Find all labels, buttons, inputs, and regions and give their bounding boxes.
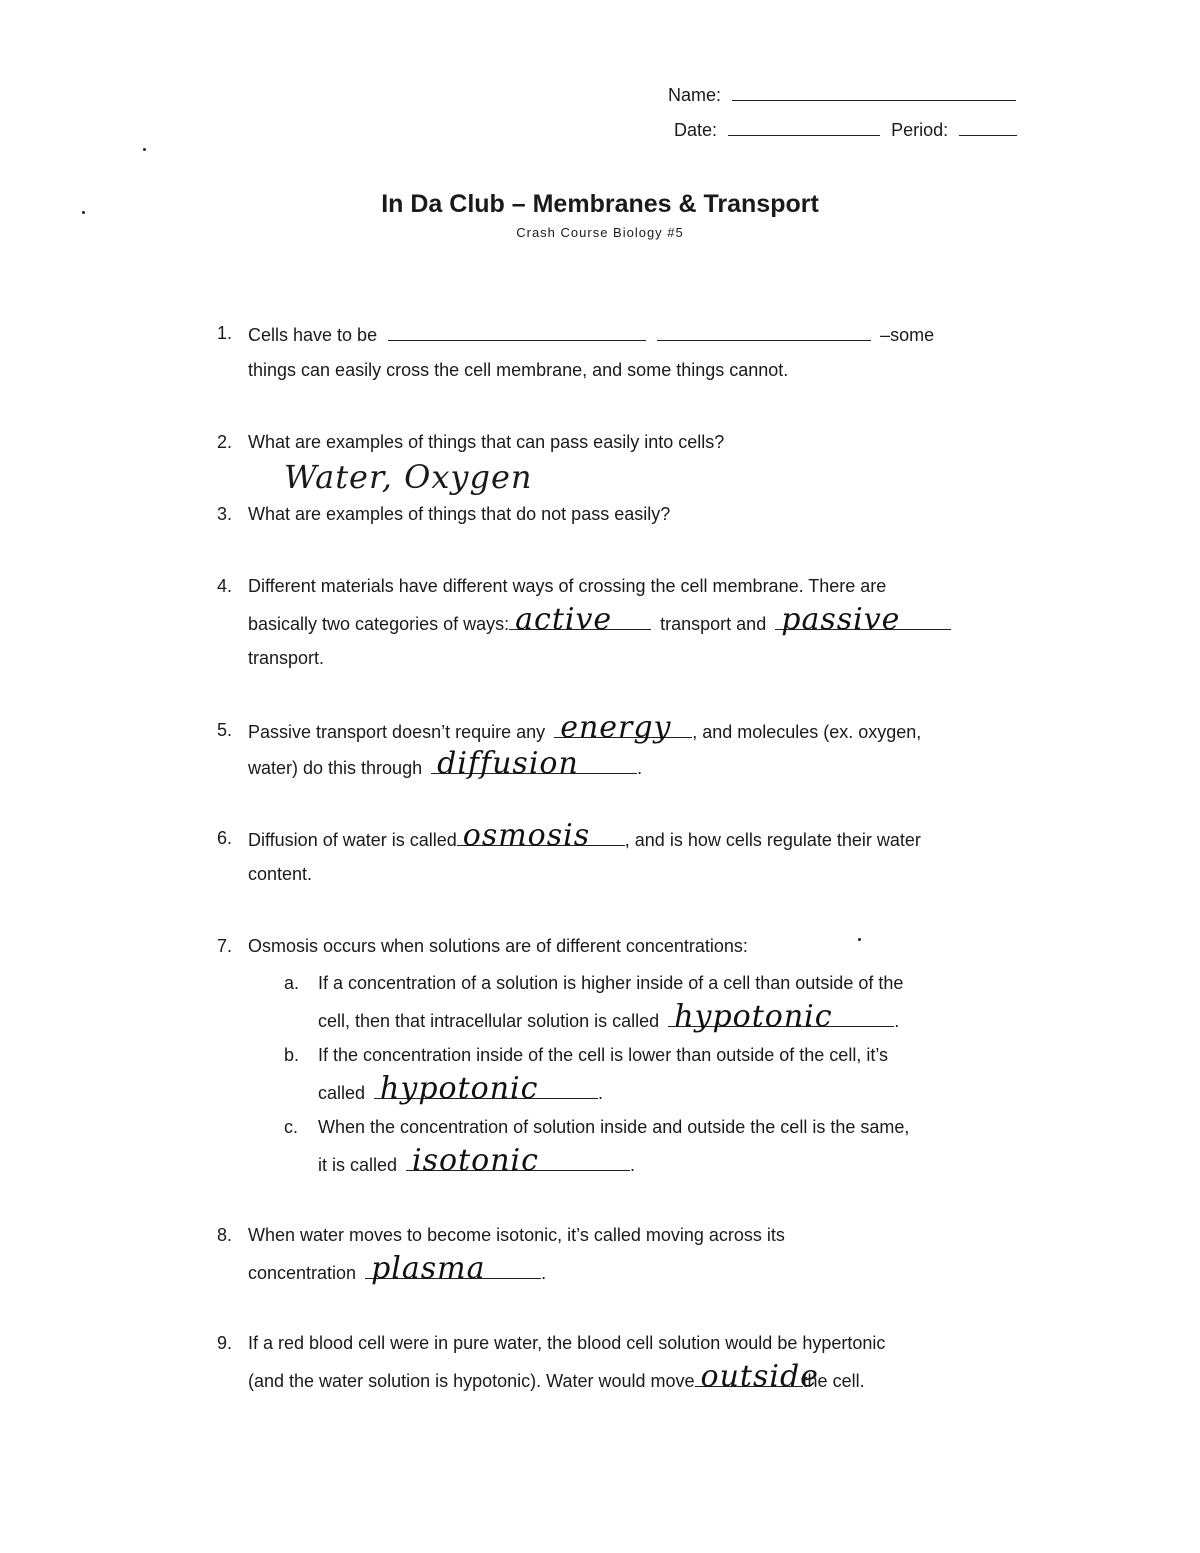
question-7c-line-2 [318,1143,636,1178]
name-field[interactable] [732,82,1016,101]
question-number: 4. [216,576,232,596]
handwritten-answer: osmosis [462,818,591,853]
sub-question-label: c. [284,1117,299,1137]
question-text: Different materials have different ways of crossing the cell membrane. There are [248,576,887,596]
question-number: 1. [216,323,232,343]
handwritten-answer: diffusion [437,746,579,781]
answer-blank[interactable] [365,1251,541,1286]
answer-blank[interactable] [509,602,651,637]
handwritten-answer: passive [781,602,901,637]
question-7a-line-2 [318,999,900,1034]
page-title: In Da Club – Membranes & Transport [381,190,819,218]
question-text: cell, then that intracellular solution is called [318,1011,660,1031]
page-subtitle: Crash Course Biology #5 [516,225,684,240]
question-text: Diffusion of water is called [248,830,457,850]
answer-blank[interactable] [431,746,637,781]
answer-blank[interactable] [668,999,894,1034]
answer-blank[interactable] [695,1359,819,1394]
question-number: 5. [216,720,232,740]
handwritten-answer: hypotonic [380,1071,539,1106]
handwritten-answer: active [515,602,613,637]
question-4-line-2 [248,602,951,637]
sub-question-label: b. [284,1045,300,1065]
question-8-line-2 [248,1251,547,1286]
question-text: What are examples of things that do not pass easily? [248,504,671,524]
answer-blank[interactable] [554,710,692,745]
stray-mark [143,148,146,151]
question-7b-line-2 [318,1071,604,1106]
answer-blank[interactable] [406,1143,630,1178]
question-text: If a concentration of a solution is higher inside of a cell than outside of the [318,973,904,993]
date-field[interactable] [728,117,880,136]
question-text: . [630,1155,636,1175]
question-text: . [598,1083,604,1103]
question-text: , and molecules (ex. oxygen, [692,722,922,742]
question-number: 8. [216,1225,232,1245]
question-text: –some [880,325,935,345]
handwritten-answer: outside [700,1359,819,1394]
question-5-line-2 [248,746,643,781]
question-text: , and is how cells regulate their water [624,830,921,850]
handwritten-answer: plasma [371,1251,486,1286]
handwritten-answer: Water, Oxygen [284,458,533,496]
question-text: Cells have to be [248,325,378,345]
question-5-line-1 [248,710,922,745]
question-text: When the concentration of solution inside and outside the cell is the same, [318,1117,910,1137]
question-text: . [541,1263,547,1283]
question-text: What are examples of things that can pass easily into cells? [248,432,725,452]
question-1-line-1 [248,322,934,346]
question-number: 2. [216,432,232,452]
question-text: it is called [318,1155,398,1175]
question-text: If a red blood cell were in pure water, the blood cell solution would be hypertonic [248,1333,886,1353]
question-text: If the concentration inside of the cell is lower than outside of the cell, it’s [318,1045,888,1065]
question-6-line-1 [248,818,921,853]
answer-blank[interactable] [374,1071,598,1106]
question-number: 9. [216,1333,232,1353]
question-text: basically two categories of ways: [248,614,510,634]
question-text: things can easily cross the cell membrane, and some things cannot. [248,360,789,380]
question-9-line-2 [248,1359,865,1394]
answer-blank[interactable] [657,322,871,341]
stray-mark [858,938,861,941]
answer-blank[interactable] [388,322,646,341]
question-text: the cell. [802,1371,865,1391]
question-text: . [894,1011,900,1031]
question-text: transport and [660,614,767,634]
question-text: (and the water solution is hypotonic). Water would move [248,1371,695,1391]
question-text: . [637,758,643,778]
question-text: Osmosis occurs when solutions are of different concentrations: [248,936,748,956]
period-field[interactable] [959,117,1017,136]
handwritten-answer: isotonic [412,1143,539,1178]
question-text: content. [248,864,313,884]
question-text: concentration [248,1263,357,1283]
question-number: 3. [216,504,232,524]
handwritten-answer: hypotonic [674,999,833,1034]
question-number: 7. [216,936,232,956]
sub-question-label: a. [284,973,300,993]
answer-blank[interactable] [457,818,625,853]
handwritten-answer: energy [560,710,672,745]
date-period-row [674,117,1017,141]
question-text: called [318,1083,366,1103]
question-text: water) do this through [248,758,423,778]
question-number: 6. [216,828,232,848]
name-label: Name: [668,85,722,105]
question-text: When water moves to become isotonic, it’s called moving across its [248,1225,785,1245]
period-label: Period: [891,120,949,140]
name-row [668,82,1016,106]
answer-blank[interactable] [775,602,951,637]
question-text: transport. [248,648,325,668]
question-text: Passive transport doesn’t require any [248,722,546,742]
date-label: Date: [674,120,718,140]
